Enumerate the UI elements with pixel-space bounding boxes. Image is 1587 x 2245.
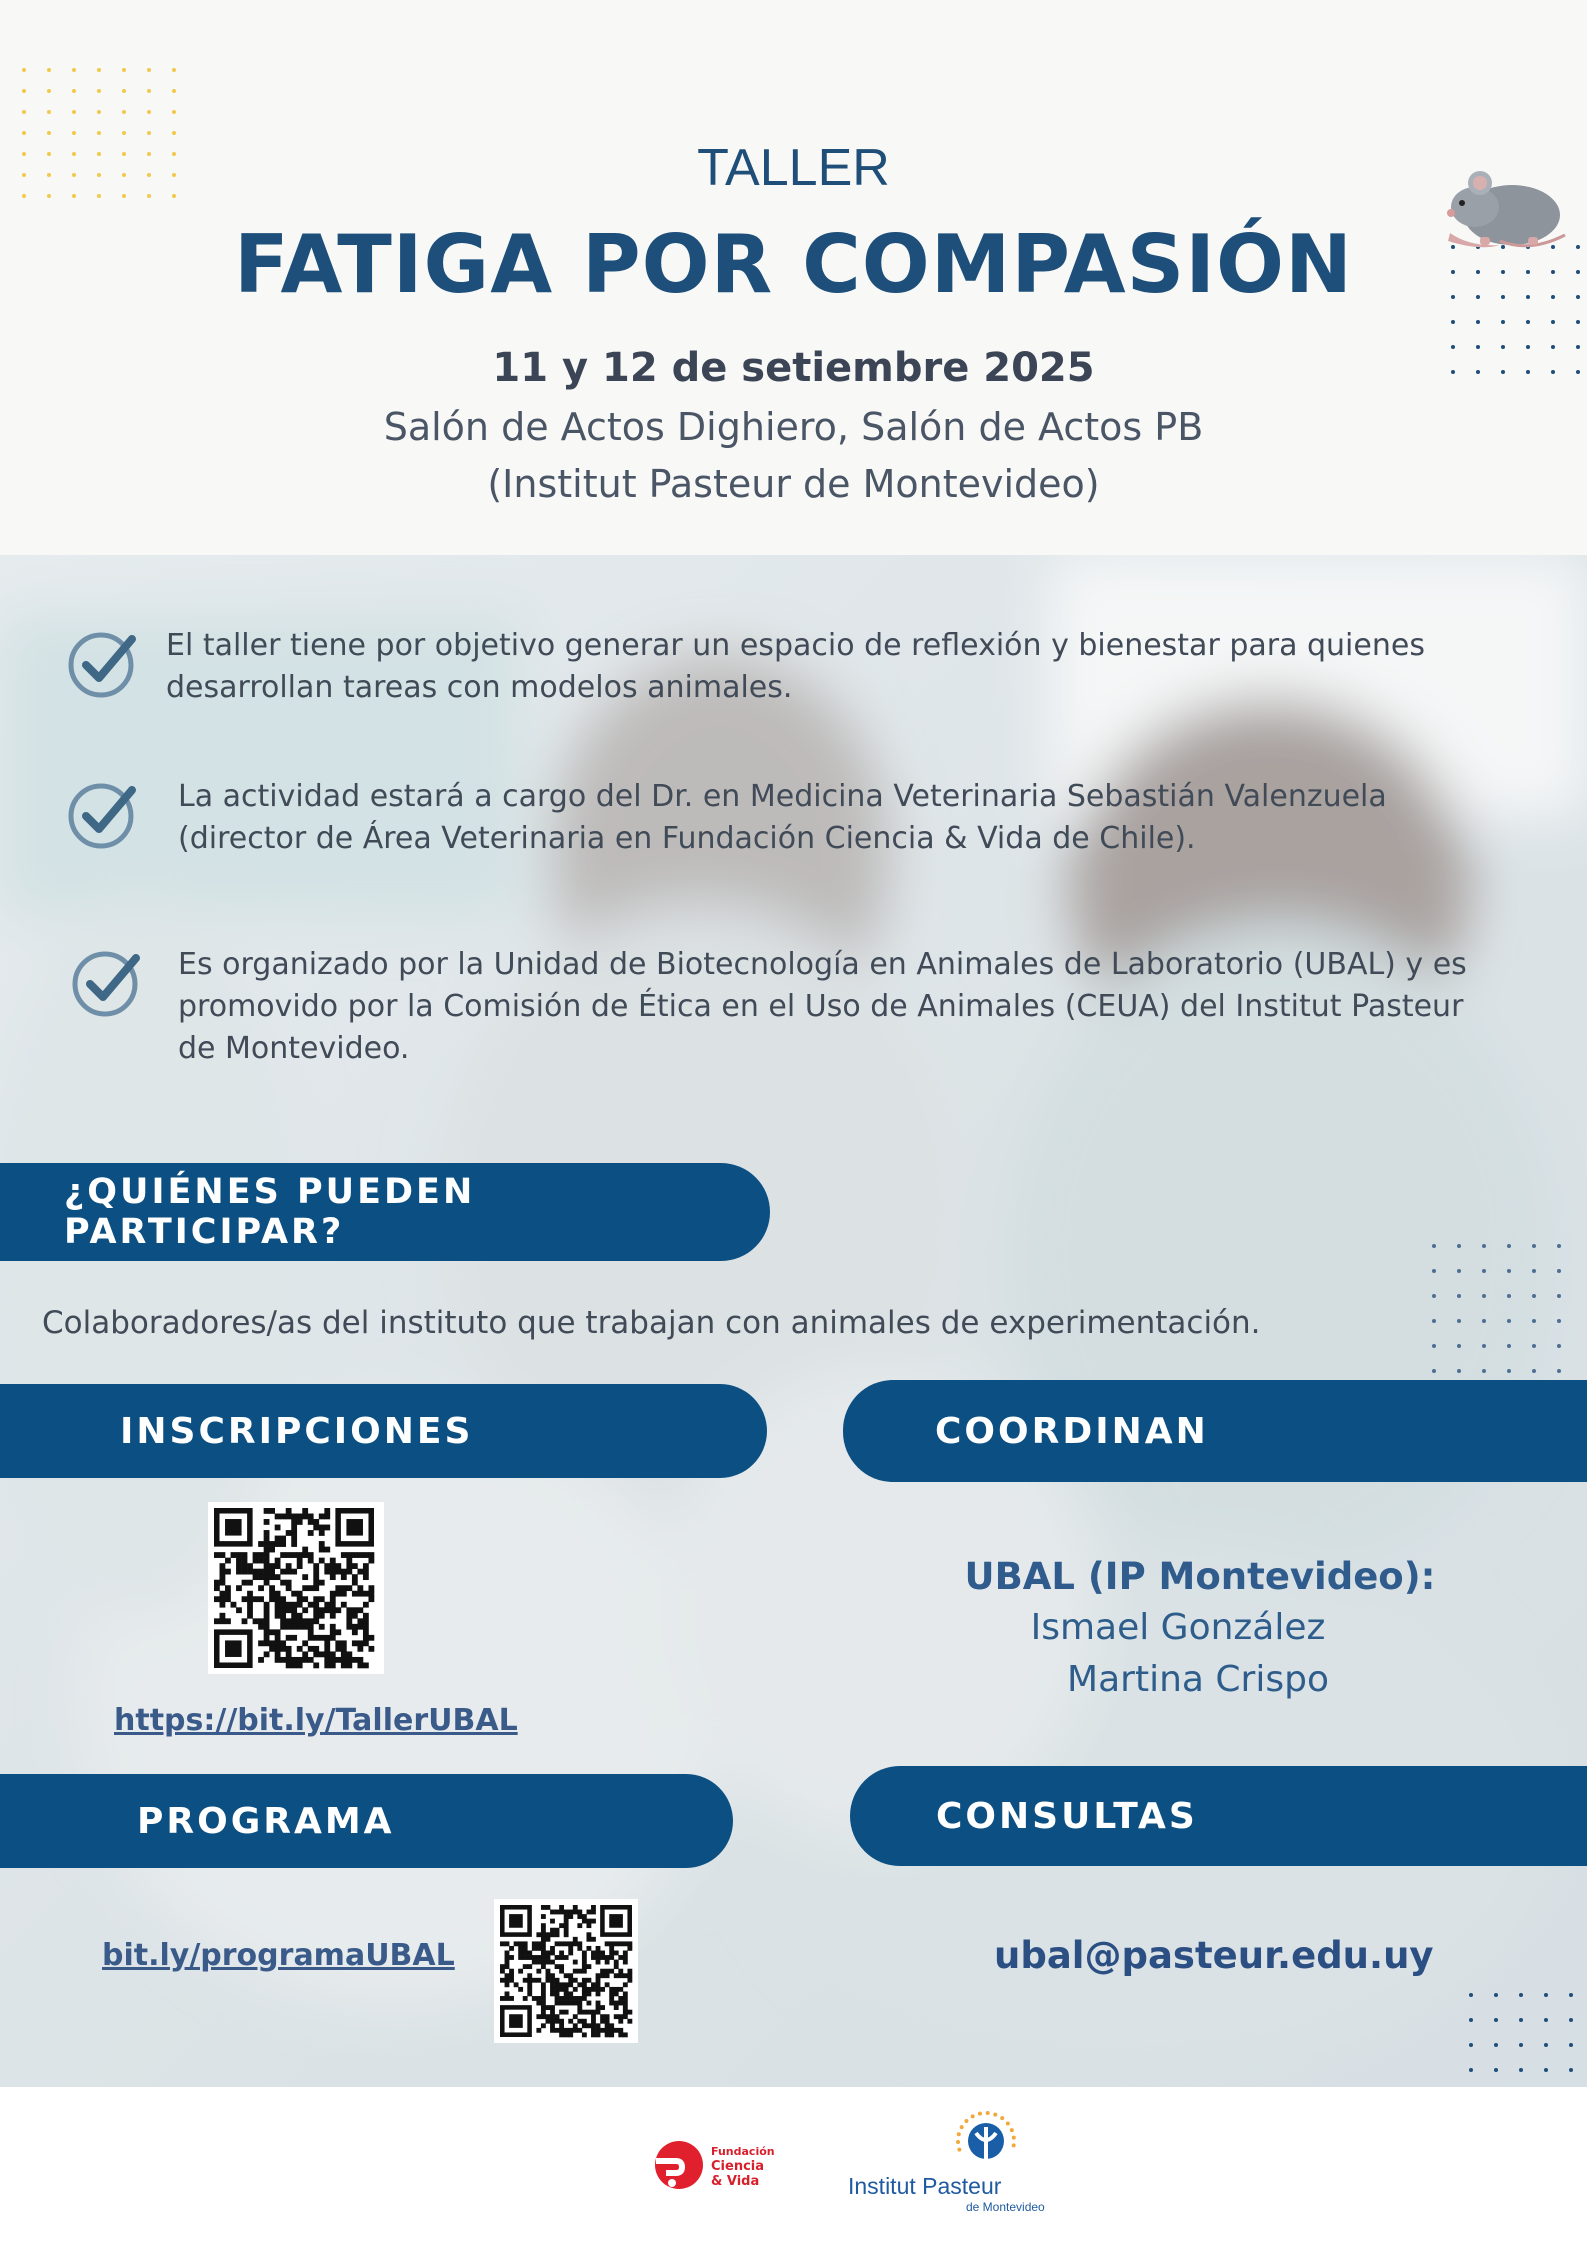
venue-line-2: (Institut Pasteur de Montevideo): [487, 462, 1100, 506]
institut-pasteur-name: Institut Pasteur: [848, 2173, 1002, 2199]
bullet-2: [178, 776, 1387, 860]
decorative-dot: [1469, 2018, 1473, 2022]
decorative-dot: [1544, 2068, 1548, 2072]
bullet-2-line-1: La actividad estará a cargo del Dr. en Medicina Veterinaria Sebastián Valenzuela: [178, 779, 1387, 814]
coordinator-2: Martina Crispo: [1067, 1659, 1329, 1700]
footer: [0, 2087, 1587, 2245]
decorative-dot: [1469, 1993, 1473, 1997]
consultas-heading: [850, 1766, 1587, 1866]
programa-heading-text: PROGRAMA: [137, 1800, 395, 1842]
decorative-dot: [1569, 2018, 1573, 2022]
bullet-1: [166, 625, 1425, 709]
decorative-dot: [1494, 2068, 1498, 2072]
decorative-dot: [1519, 2068, 1523, 2072]
bullet-1-line-2: desarrollan tareas con modelos animales.: [166, 670, 793, 705]
decorative-dot: [1519, 1993, 1523, 1997]
decorative-dot: [1494, 1993, 1498, 1997]
consultas-heading-text: CONSULTAS: [936, 1795, 1198, 1837]
qr-code-icon[interactable]: [494, 1899, 638, 2043]
programa-link[interactable]: bit.ly/programaUBAL: [102, 1938, 455, 1973]
bullet-3-line-2: promovido por la Comisión de Ética en el Uso de Animales (CEUA) del Institut Pasteur: [178, 989, 1464, 1024]
bullet-3-line-3: de Montevideo.: [178, 1031, 410, 1066]
decorative-dot: [1569, 1993, 1573, 1997]
inscripciones-heading: [0, 1384, 767, 1478]
decorative-dot: [1494, 2018, 1498, 2022]
page-title: FATIGA POR COMPASIÓN: [234, 218, 1353, 311]
bullet-2-line-2: (director de Área Veterinaria en Fundación Ciencia & Vida de Chile).: [178, 821, 1196, 856]
fcv-line-2: Ciencia: [711, 2159, 765, 2174]
kicker-title: TALLER: [697, 139, 890, 197]
programa-heading: [0, 1774, 733, 1868]
bullet-3: [178, 944, 1467, 1070]
participants-heading-text: ¿QUIÉNES PUEDEN PARTICIPAR?: [64, 1172, 476, 1252]
consultas-email[interactable]: ubal@pasteur.edu.uy: [994, 1934, 1434, 1977]
coordinan-org: UBAL (IP Montevideo):: [964, 1555, 1436, 1598]
coordinan-heading: [843, 1380, 1587, 1482]
bullet-3-line-1: Es organizado por la Unidad de Biotecnología en Animales de Laboratorio (UBAL) y es: [178, 947, 1467, 982]
participants-text: Colaboradores/as del instituto que trabajan con animales de experimentación.: [42, 1305, 1261, 1341]
qr-code-icon[interactable]: [208, 1502, 384, 1674]
decorative-dot: [1544, 1993, 1548, 1997]
fundacion-ciencia-vida-text: [711, 2144, 775, 2189]
bullet-1-line-1: El taller tiene por objetivo generar un espacio de reflexión y bienestar para quienes: [166, 628, 1425, 663]
coordinator-1: Ismael González: [1030, 1607, 1326, 1648]
decorative-dot: [1544, 2043, 1548, 2047]
decorative-dot: [1469, 2043, 1473, 2047]
decorative-dot: [1569, 2043, 1573, 2047]
inscripciones-link[interactable]: https://bit.ly/TallerUBAL: [114, 1703, 518, 1738]
inscripciones-heading-text: INSCRIPCIONES: [120, 1410, 474, 1452]
decorative-dot: [1519, 2043, 1523, 2047]
coordinan-heading-text: COORDINAN: [935, 1410, 1209, 1452]
decorative-dot: [1519, 2018, 1523, 2022]
decorative-dot: [1494, 2043, 1498, 2047]
venue-line-1: Salón de Actos Dighiero, Salón de Actos PB: [383, 405, 1204, 449]
event-date: 11 y 12 de setiembre 2025: [492, 345, 1095, 391]
check-circle-icon: [66, 627, 140, 701]
decorative-dot: [1469, 2068, 1473, 2072]
institut-pasteur-sub: de Montevideo: [966, 2200, 1045, 2214]
check-circle-icon: [70, 946, 144, 1020]
decorative-dot: [1569, 2068, 1573, 2072]
check-circle-icon: [66, 778, 140, 852]
decorative-dot: [1544, 2018, 1548, 2022]
fundacion-ciencia-vida-logo: [652, 2139, 704, 2191]
institut-pasteur-logo: [932, 2111, 1022, 2181]
fcv-line-1: Fundación: [711, 2145, 775, 2158]
fcv-line-3: & Vida: [711, 2174, 760, 2189]
participants-heading: [0, 1163, 770, 1261]
